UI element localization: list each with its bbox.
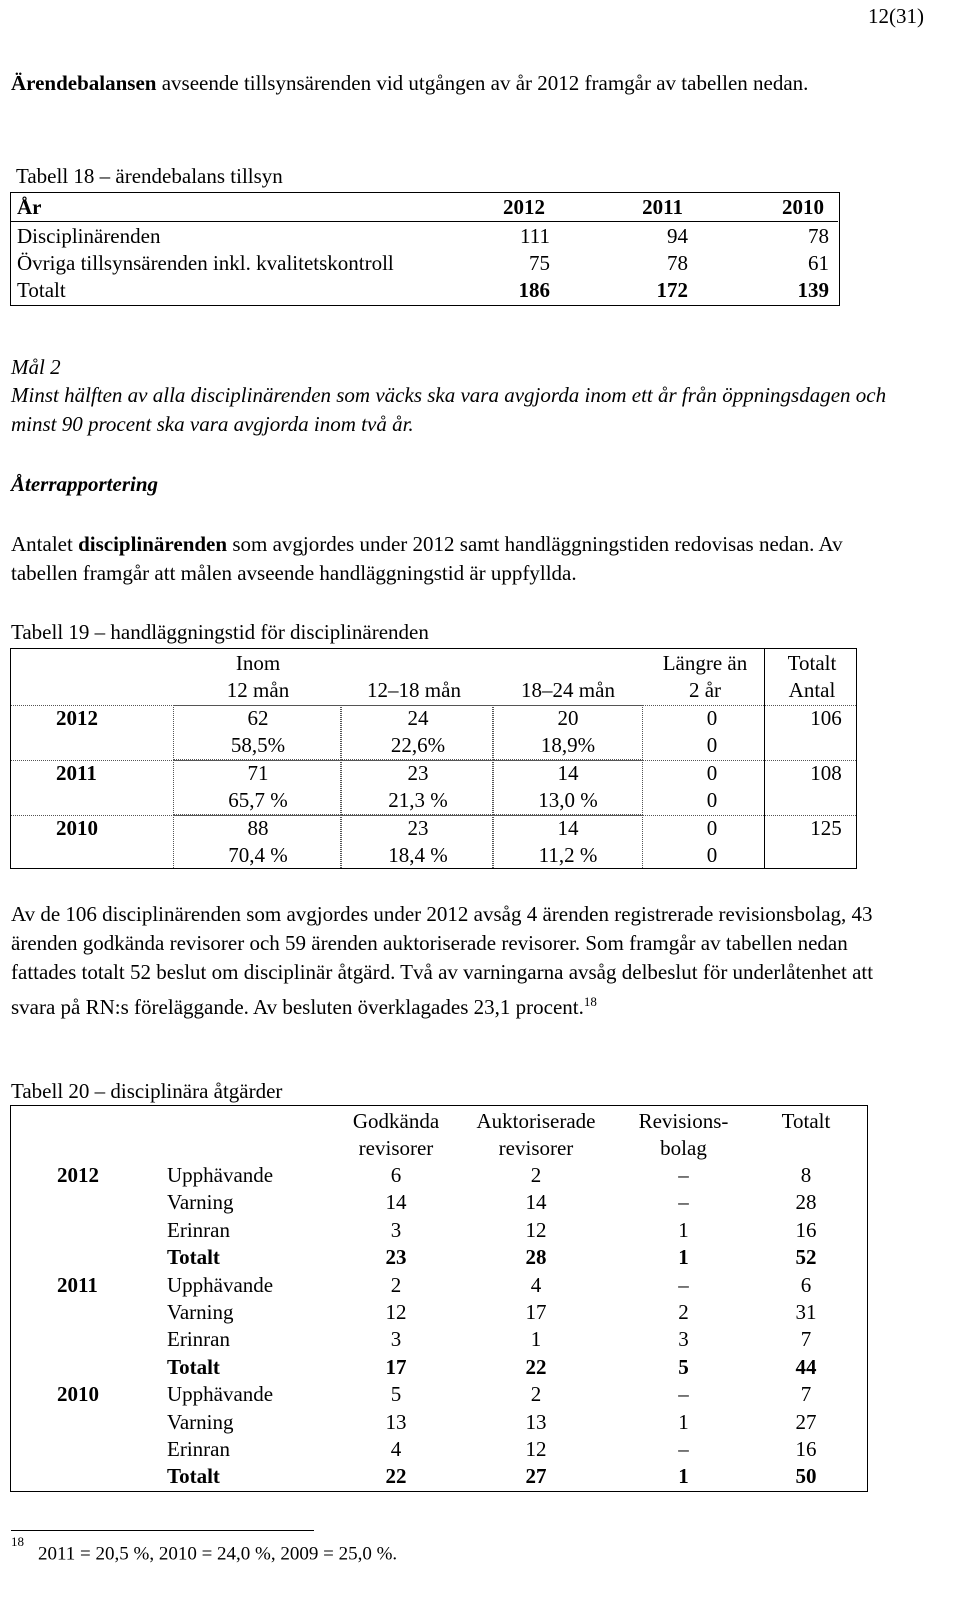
table18-header-2011: 2011 — [642, 195, 683, 219]
table19-cell: 125 — [810, 816, 842, 840]
table19-cell: 0 — [706, 788, 718, 812]
table20-cell: 16 — [795, 1437, 817, 1461]
table20-cell: 5 — [390, 1382, 402, 1407]
table18-cell: 75 — [529, 251, 550, 275]
table20-row-label: Varning — [167, 1300, 234, 1324]
table20-cell: 3 — [390, 1217, 402, 1242]
table19-h-inom1: Inom — [235, 651, 281, 675]
table20-cell: 12 — [385, 1300, 407, 1324]
table19-cell: 11,2 % — [538, 843, 598, 867]
table18-cell: 61 — [808, 251, 829, 275]
table19-cell: 106 — [810, 706, 842, 730]
table18-cell: Totalt — [17, 278, 66, 302]
table20-cell: 12 — [525, 1217, 547, 1242]
table20-cell: 22 — [385, 1464, 407, 1489]
table20-h-godk1: Godkända — [352, 1109, 440, 1133]
table20-row-label: Erinran — [167, 1437, 230, 1461]
footnote-text: 2011 = 20,5 %, 2010 = 24,0 %, 2009 = 25,0 %. — [38, 1543, 398, 1565]
table19-year: 2011 — [56, 761, 97, 785]
table19-cell: 0 — [706, 706, 718, 730]
table20-h-godk2: revisorer — [358, 1136, 434, 1160]
table20-cell: 23 — [385, 1245, 407, 1270]
table20-row-label: Erinran — [167, 1217, 230, 1242]
table19 — [10, 648, 857, 869]
table20-cell: 13 — [525, 1409, 547, 1434]
table20 — [10, 1105, 868, 1492]
table20-cell: 17 — [385, 1354, 407, 1379]
table20-h-auk2: revisorer — [498, 1136, 574, 1160]
table20-cell: 3 — [678, 1327, 689, 1352]
table19-h-c2: 12–18 mån — [367, 678, 461, 702]
table20-cell: 28 — [525, 1245, 547, 1270]
table18-header-2010: 2010 — [782, 195, 824, 219]
table20-cell: – — [678, 1437, 689, 1461]
table18-cell: 94 — [667, 224, 688, 248]
table19-year: 2010 — [56, 816, 98, 840]
table20-row-label: Upphävande — [167, 1163, 274, 1187]
table19-cell: 18,9% — [540, 733, 596, 757]
table19-cell: 24 — [407, 706, 429, 730]
table20-cell: 2 — [530, 1382, 542, 1407]
table19-h-inom2: 12 mån — [226, 678, 290, 702]
table19-h-totalt2: Antal — [788, 678, 836, 702]
table20-cell: 27 — [525, 1464, 547, 1489]
table18-row — [17, 278, 837, 305]
table19-cell: 108 — [810, 761, 842, 785]
main-paragraph — [11, 900, 911, 1022]
table20-cell: – — [678, 1382, 689, 1407]
table18-cell: 139 — [797, 278, 829, 302]
footnote — [11, 1534, 398, 1565]
table18-row — [17, 251, 837, 278]
table20-cell: 27 — [795, 1409, 817, 1434]
table18-header — [11, 195, 838, 222]
table18-cell: 78 — [808, 224, 829, 248]
table20-cell: 7 — [800, 1327, 812, 1352]
table20-cell: 1 — [678, 1409, 689, 1434]
table19-cell: 22,6% — [390, 733, 446, 757]
table20-cell: 3 — [390, 1327, 402, 1352]
page-number: 12(31) — [868, 4, 924, 28]
aterrapportering-paragraph — [11, 530, 886, 588]
table20-cell: 1 — [678, 1464, 689, 1489]
table20-row-label: Erinran — [167, 1327, 230, 1352]
table18-header-label: År — [17, 195, 42, 219]
table20-cell: 22 — [525, 1354, 547, 1379]
table18 — [10, 192, 840, 306]
table19-cell: 58,5% — [230, 733, 286, 757]
table20-cell: 16 — [795, 1217, 817, 1242]
table19-h-langre2: 2 år — [688, 678, 722, 702]
intro-bold: Ärendebalansen — [11, 71, 157, 95]
intro-text: avseende tillsynsärenden vid utgången av år 2012 framgår av tabellen nedan. — [156, 71, 809, 95]
mal2-heading: Mål 2 — [11, 355, 61, 379]
table20-cell: 52 — [795, 1245, 817, 1270]
table19-cell: 62 — [247, 706, 269, 730]
table19-cell: 70,4 % — [228, 843, 288, 867]
table19-cell: 14 — [557, 816, 579, 840]
table20-cell: 6 — [390, 1163, 402, 1187]
table20-cell: 1 — [530, 1327, 542, 1352]
table20-cell: 2 — [678, 1300, 689, 1324]
table20-cell: – — [678, 1163, 689, 1187]
table20-cell: 1 — [678, 1245, 689, 1270]
aterrapportering-post: som avgjordes under 2012 samt handläggningstiden redovisas nedan. Av tabellen framgår att målen avseende handläggningstid är uppfyllda. — [11, 532, 843, 585]
table20-year: 2012 — [57, 1163, 99, 1187]
table18-cell: 78 — [667, 251, 688, 275]
table18-row — [17, 224, 837, 251]
table20-cell: 4 — [390, 1437, 402, 1461]
table18-cell: 172 — [656, 278, 688, 302]
table18-cell: 111 — [520, 224, 550, 248]
table19-cell: 65,7 % — [228, 788, 288, 812]
table20-cell: 8 — [800, 1163, 812, 1187]
aterrapportering-pre: Antalet — [11, 532, 79, 556]
table19-cell: 0 — [706, 733, 718, 757]
table19-cell: 0 — [706, 761, 718, 785]
table20-h-rev1: Revisions- — [638, 1109, 729, 1133]
table20-cell: 14 — [385, 1190, 407, 1215]
table20-h-rev2: bolag — [660, 1136, 707, 1160]
table20-row-label: Upphävande — [167, 1382, 274, 1407]
table19-cell: 0 — [706, 843, 718, 867]
aterrapportering-heading: Återrapportering — [11, 472, 159, 496]
table19-cell: 18,4 % — [388, 843, 448, 867]
table20-row-label: Varning — [167, 1190, 234, 1215]
table20-h-auk1: Auktoriserade — [476, 1109, 596, 1133]
table20-row-label: Totalt — [167, 1245, 220, 1270]
table19-cell: 23 — [407, 761, 429, 785]
table20-cell: 14 — [525, 1190, 547, 1215]
table19-cell: 23 — [407, 816, 429, 840]
table20-cell: 31 — [795, 1300, 817, 1324]
footnote-separator — [11, 1530, 314, 1531]
table19-h-langre1: Längre än — [662, 651, 748, 675]
mal2-text: Minst hälften av alla disciplinärenden som väcks ska vara avgjorda inom ett år från öppningsdagen och minst 90 procent ska vara avgjorda inom två år. — [11, 383, 887, 436]
table18-caption: Tabell 18 – ärendebalans tillsyn — [16, 164, 283, 188]
table20-h-totalt: Totalt — [781, 1109, 831, 1133]
footnote-ref: 18 — [583, 994, 597, 1009]
table19-cell: 0 — [706, 816, 718, 840]
table19-cell: 13,0 % — [538, 788, 598, 812]
table19-cell: 14 — [557, 761, 579, 785]
footnote-number: 18 — [11, 1534, 24, 1549]
table18-cell: 186 — [518, 278, 550, 302]
table20-cell: 17 — [525, 1300, 547, 1324]
table19-cell: 71 — [247, 761, 269, 785]
table20-cell: 4 — [530, 1272, 542, 1297]
aterrapportering-bold: disciplinärenden — [78, 532, 228, 556]
table20-year: 2010 — [57, 1382, 99, 1407]
table20-cell: 28 — [795, 1190, 817, 1215]
table19-h-totalt1: Totalt — [787, 651, 837, 675]
table20-cell: – — [678, 1272, 689, 1297]
intro-paragraph — [11, 69, 911, 98]
table20-cell: 1 — [678, 1217, 689, 1242]
table20-caption: Tabell 20 – disciplinära åtgärder — [11, 1079, 283, 1103]
table19-cell: 88 — [247, 816, 269, 840]
table20-year: 2011 — [57, 1272, 98, 1297]
table20-row-label: Varning — [167, 1409, 234, 1434]
table19-h-c3: 18–24 mån — [521, 678, 615, 702]
table20-cell: 13 — [385, 1409, 407, 1434]
table20-cell: 50 — [795, 1464, 817, 1489]
table18-cell: Övriga tillsynsärenden inkl. kvalitetskontroll — [17, 251, 394, 275]
table20-cell: 5 — [678, 1354, 689, 1379]
table18-cell: Disciplinärenden — [17, 224, 161, 248]
table20-row-label: Totalt — [167, 1354, 220, 1379]
main-paragraph-text: Av de 106 disciplinärenden som avgjordes under 2012 avsåg 4 ärenden registrerade revisionsbolag, 43 ärenden godkända revisorer och 59 ärenden auktoriserade revisorer. Som framgår av tabellen nedan fattades totalt 52 beslut om disciplinär åtgärd. Två av varningarna avsåg delbeslut för underlåtenhet att svara på RN:s föreläggande. Av besluten överklagades 23,1 procent. — [11, 902, 874, 1019]
table20-cell: 7 — [800, 1382, 812, 1407]
table19-caption: Tabell 19 – handläggningstid för disciplinärenden — [11, 620, 429, 644]
table20-row-label: Totalt — [167, 1464, 220, 1489]
table20-cell: 2 — [530, 1163, 542, 1187]
table19-cell: 21,3 % — [388, 788, 448, 812]
table20-cell: 2 — [390, 1272, 402, 1297]
table20-row-label: Upphävande — [167, 1272, 274, 1297]
table20-cell: 44 — [795, 1354, 817, 1379]
table20-cell: – — [678, 1190, 689, 1215]
table20-cell: 6 — [800, 1272, 812, 1297]
table19-cell: 20 — [557, 706, 579, 730]
table19-year: 2012 — [56, 706, 98, 730]
table20-cell: 12 — [525, 1437, 547, 1461]
table18-header-2012: 2012 — [503, 195, 545, 219]
